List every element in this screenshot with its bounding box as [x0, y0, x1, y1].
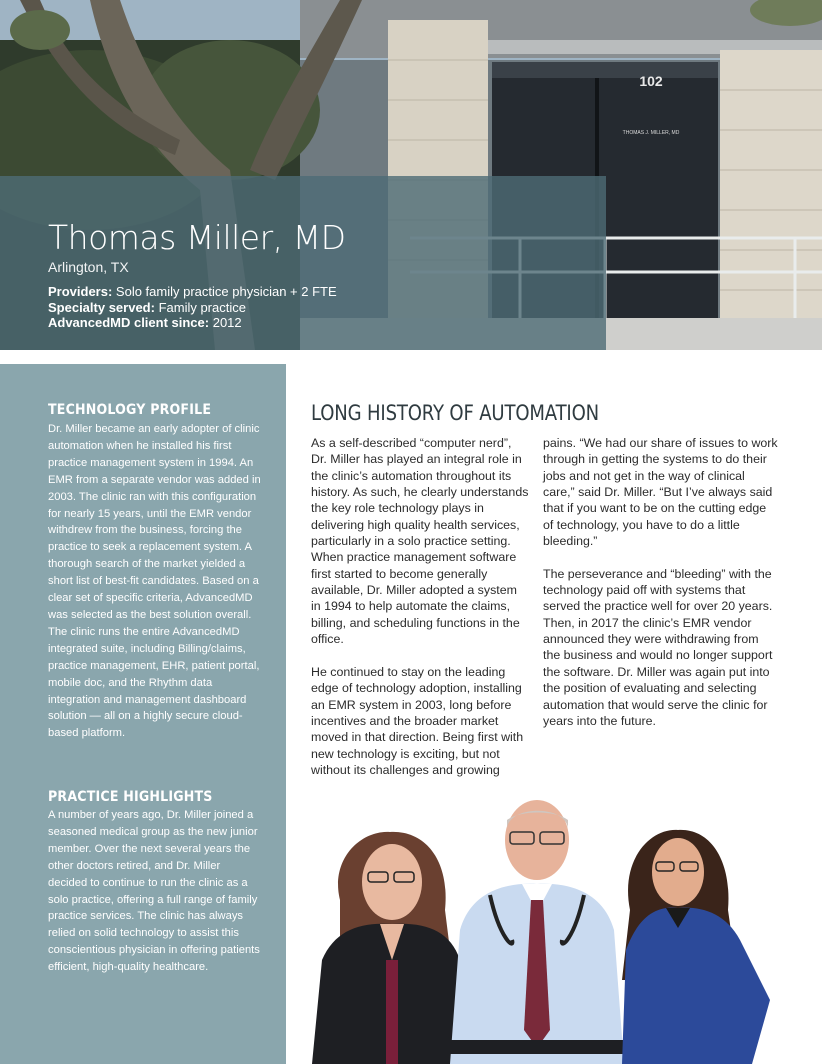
- article-column-2: [543, 435, 779, 746]
- practice-name: Thomas Miller, MD: [48, 218, 346, 257]
- staff-member-left: [312, 832, 468, 1064]
- practice-highlights-text: A number of years ago, Dr. Miller joined a seasoned medical group as the new junior member. Over the next several years the other doctors retired, and Dr. Miller decided to continue to run the clinic as a solo practice, offering a full range of family practice services. The clinic has always relied on solid technology to assist this conscientious physician in offering patients efficient, high-quality healthcare.: [48, 809, 260, 974]
- paragraph: As a self-described “computer nerd”, Dr. Miller has played an integral role in the clinic’s automation throughout its history. As such, he clearly understands the key role technology plays in delivering high quality health services, particularly in a solo practice setting. When practice management software first started to become generally available, Dr. Miller adopted a system in 1994 to help automate the claims, billing, and scheduling functions in the office.: [311, 436, 529, 647]
- technology-profile-heading: TECHNOLOGY PROFILE: [48, 402, 212, 418]
- practice-location: Arlington, TX: [48, 259, 129, 275]
- paragraph: He continued to stay on the leading edge of technology adoption, installing an EMR system in 2003, long before incentives and the broader market moved in that direction. Being first with new technology is exciting, but not without its challenges and growing: [311, 664, 524, 777]
- article-title: LONG HISTORY OF AUTOMATION: [311, 401, 599, 425]
- door-sign: THOMAS J. MILLER, MD: [622, 130, 680, 136]
- door-number: 102: [639, 73, 663, 89]
- fact-providers: Providers: Solo family practice physician + 2 FTE: [48, 284, 337, 299]
- paragraph: The perseverance and “bleeding” with the technology paid off with systems that served the practice well for over 20 years. Then, in 2017 the clinic’s EMR vendor announced they were withdrawing from the business and would no longer support the software. Dr. Miller was again put into the position of evaluating and selecting automation that would serve the clinic for years into the future.: [543, 566, 773, 728]
- hero-photo: [0, 0, 822, 350]
- article-column-1: [311, 435, 529, 795]
- staff-member-center: [450, 800, 624, 1064]
- staff-photo: [300, 800, 822, 1064]
- practice-facts: [48, 284, 337, 331]
- divider-band: [0, 350, 822, 364]
- staff-illustration: [300, 800, 822, 1064]
- fact-client-since: AdvancedMD client since: 2012: [48, 315, 242, 330]
- fact-specialty: Specialty served: Family practice: [48, 299, 246, 315]
- technology-profile-text: Dr. Miller became an early adopter of clinic automation when he installed his first practice management system in 1994. An EMR from a separate vendor was added in 2003. The clinic ran with this configuration for nearly 15 years, until the EMR vendor withdrew from the business, forcing the practice to seek a replacement system. A thorough search of the market yielded a short list of best-fit candidates. Based on a clear set of specific criteria, AdvancedMD was selected as the best solution overall. The clinic runs the entire AdvancedMD integrated suite, including Billing/claims, practice management, EHR, patient portal, mobile doc, and the Rhythm data integration and management dashboard solution — all on a highly secure cloud-based platform.: [48, 423, 261, 740]
- paragraph: pains. “We had our share of issues to work through in getting the systems to do their jobs and not get in the way of clinical care,” said Dr. Miller. “But I’ve always said that if you want to be on the cutting edge of technology, you have to do a little bleeding.”: [543, 436, 778, 549]
- practice-highlights-heading: PRACTICE HIGHLIGHTS: [48, 789, 213, 805]
- staff-member-right: [622, 830, 770, 1064]
